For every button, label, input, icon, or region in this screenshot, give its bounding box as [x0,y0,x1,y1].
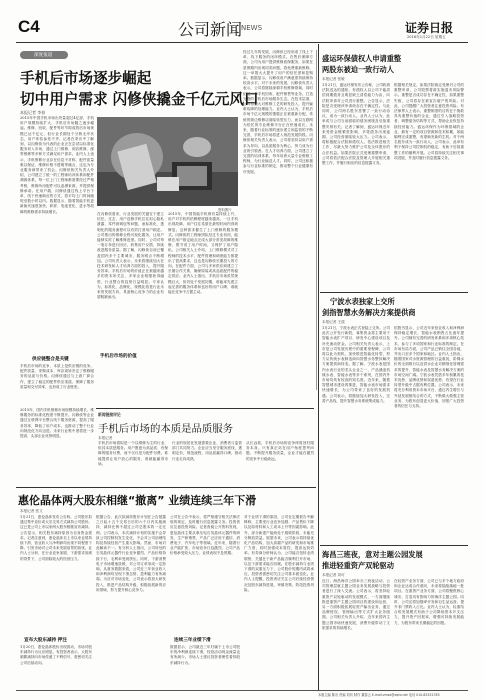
section-title-en: NEWS [241,24,263,32]
story2-subhead: 宣布大股东减持 押注 [24,638,67,643]
story2-byline: 本报记者 张文 [20,509,43,513]
right3-top-rule [320,545,468,546]
subhead-2: 手机后市场的价值 [100,354,137,359]
lead-body-col1b: 手机后市场的竞争，本质上是供应链的竞争。配件质量、采购成本、库存周转决定了维修服务的品质与价格。闪修侠通过与上游厂商合作，建立了稳定的配件供应渠道，保障了服务质量和交付效率，也形成了行业壁垒。 [20,364,94,389]
right2-col2: 招股书显示，公司近年来营业收入和净利润保持稳定增长，智能水表销售占比逐年提升。公司拥有完善的研发体系和多项核心技术，参与了多项国家和行业标准的制定。在市场布局方面，公司产品已销往全国各地，并出口至多个国家和地区。业内人士指出，随着国家对水资源管理的日益重视，阶梯水价的全面推行以及供水企业对精细化管理需求的提升，智能水表及智慧水务解决方案的市场空间广阔。宁波水表凭借多年积累的技术优势、品牌优势和渠道优势，有望在行业转型升级中占据有利位置。公司表示，未来将充分利用资本市场平台，通过内生增长与外延发展相结合的方式，不断做大做强主营业务，为股东创造更大价值，回报广大投资者的信任与支持。 [394,326,464,409]
lead-byline: 本报记者 李春 [20,110,46,115]
lead-body-col3: 2015年，中国智能手机保有量持续上升，用户对手机的依赖程度越来越高，一旦手机出现故障，用户往往希望在最短时间内得到修复。这种需求催生了上门维修的服务模式。闪修侠的工程师团队经过专业培训，能够在用户指定地点完成大部分常见故障的维修，既节省了用户时间，又保护了用户隐私。公司相关人士介绍，上门维修模式对工程师的技术水平、配件管理和调度能力都提出了很高要求，这也是闪修侠长期投入的方向。在配件方面，公司与多家供应商建立了长期合作关系，确保原装或高品质配件的稳定供应。业内人士指出，手机后市场虽然规模巨大，但仍处于发展初期，谁能率先建立起完善的服务体系和良好的用户口碑，谁就能在竞争中占据主动。 [168,212,238,295]
comment-tag: 新闻链接评论 [98,412,121,417]
date-line: 2016年1月22日 星期五 [407,35,446,39]
right3-title-1: 海昌三班夜，意对主题公园发展 [322,550,423,559]
right1-title-2: 两股东被迫一致行动人 [322,65,394,74]
story2-title: 惠伦晶体两大股东相继“撤离” 业绩连续三年下滑 [18,494,257,507]
footer-credits: 本版主编 陈岩 责编 刘钊 制作 董春云 E-mail:zmzx@zqrb.net 电话 010-83251785 [318,693,440,697]
right2-top-rule [320,292,468,293]
lead-tag-label: 深度报道 [34,53,53,58]
right1-title-1: 盛运环保债权人申请重整 [322,54,402,63]
story2-subhead2: 连续三年业绩下滑 [174,638,211,643]
right2-col1: 1月21日，宁波水表正式登陆上交所。公司此次公开发行新股，募集资金将主要用于智能水表扩产项目、研发中心建设项目及补充流动资金。公司相关负责人表示，上市是公司发展历程中的重要里程碑，公司将以此为契机，加快推进智能化转型，努力从传统水表制造商向智慧水务整体解决方案提供商转变。据了解，宁波水表是国内水表行业的龙头企业之一，产品涵盖机械水表、智能水表等多个系列，在国内外市场均具有较高的知名度。近年来，随着智慧城市建设的推进，智能水表市场需求快速增长，为公司带来了良好的发展机遇。公司表示，将继续加大研发投入，完善产品线，提升智慧水务系统集成能力。 [322,326,390,403]
lead-body-col2: 在闪修侠看来，行业发展的关键在于建立信任。过去，用户送修手机往往担心隐私泄露、零件被调包等问题，而标准化、透明化的服务流程可以有效打消用户顾虑。公司推出的维修全程可视化服务，让用户能够实时了解维修进度。同时，公司对每一笔订单进行回访，收集用户反馈，持续改进服务质量。据了解，闪修侠目前已覆盖国内多个主要城市，服务网点不断增加。公司负责人表示，未来将继续加大在技术研发和人才培养方面的投入，提升服务效率。手机后市场的价值正在被越来越多的资本所关注，多家企业相继获得融资，行业整合的趋势日益明显。专家认为，标准化、品牌化、规模化将是行业未来的发展方向，具备核心竞争力的企业有望脱颖而出。 [97,212,164,300]
subhead-1: 供应链整合是关键 [32,357,69,362]
story2-top-rule [16,487,316,488]
right3-col1: 近日，海昌海洋公园举办三班夜活动，公司管理层就主题公园业务发展战略与投资者进行了深入交流。公司表示，将坚持轻重资产双轮驱动的发展模式，一方面继续推进重资产主题公园项目的建设和运营，另一方面积极拓展轻资产输出业务，通过品牌授权、管理输出等方式扩大业务版图。公司相关负责人介绍，近年来国内主题公园市场快速发展，消费升级带动了文旅需求的持续增长。 [322,579,390,630]
lead-body-col1: 2015年中国手机市场出货量超过4亿部，手机用户规模持续扩大，手机后市场随之逐步崛起。维修、回收、配件等环节构成的后市场规模已达千亿元，但行业长期处于分散无序状态，用户体验参差不齐。记者在采访中了解到，以闪修侠为代表的企业正在尝试以标准化服务切入市场，通过上门维修、到店维修、邮寄维修等多种方式满足用户需求。业内人士表示，手机维修行业存在信息不对称、配件质量难以保证、维修价格不透明等痛点，这也为专业服务商带来了机会。闪修侠相关负责人介绍，公司建立了统一的工程师培训体系和配件溯源体系，每一位上门工程师都需要经过严格考核，维修所用配件可以追溯来源，并提供保修承诺。在用户端，闪修侠通过线上平台下单、线下快速响应的方式，将平均上门时间缩短至数小时以内。数据显示，随着智能手机更新换代速度加快，碎屏、电池老化、进水等故障的维修需求持续增长。 [20,116,94,214]
header-rule [16,42,468,43]
photo-illustration [97,117,238,206]
page-code: C4 [18,17,40,36]
lead-title-1: 手机后市场逐步崛起 [20,70,152,87]
lead-title-2: 切中用户需求 闪修侠撬金千亿元风口 [20,91,259,108]
section-title: 公司新闻 [178,20,243,39]
lead-photo [97,117,238,206]
comment-byline: 本报记者 [98,436,113,440]
story2-col3b: 数据显示，公司最近三年归属于上市公司股东的净利润连续下滑，经营活动现金流量也有所减少。市场人士建议投资者理性看待股东减持行为。 [170,645,240,665]
story2-col1: 1月21日，惠伦晶体发布公告称，公司股东拟通过集中竞价或大宗交易方式减持公司股份。这已是公司上市以来两大股东相继宣布减持。公告显示，相关股东减持原因为自身资金需求。记者注意到，惠伦晶体自上市以来业绩持续下滑，营业收入与净利润均出现不同程度下降，引发市场对公司未来发展前景的担忧。业内人士分析，在行业竞争加剧、下游需求放缓的背景下，公司面临较大的经营压力。 [20,515,92,561]
right1-col2: 根据相关规定，如果法院裁定受理对公司的重整申请，公司股票将被实施退市风险警示。重整是否成功存在不确定性，如果重整失败，公司将存在被宣告破产的风险。对此，公司提醒广大投资者注意投资风险。有法律界人士表示，重整制度的目的在于挽救具有重整价值的企业，通过引入战略投资者、调整债务结构等方式，帮助企业恢复持续经营能力。盛运环保作为环保领域的企业，拥有一定的项目资源和技术积累，如能顺利完成重整，有望焕发新的生机。对于两名股东成为一致行动人，公司表示，此举有利于保持公司控制权的稳定，有助于后续重整工作的顺利开展。公司将持续关注相关事项进展，并及时履行信息披露义务。 [394,83,464,160]
lead-body-col4: 经过几年的发展，闪修侠已经形成了线上下单、线下服务的闭环模式。在售后保障方面，公司为用户提供维修质保服务，如果在质保期内出现同类问题，将免费重新维修。这一举措大大提升了用户的信任度和复购率。数据显示，闪修侠用户满意度持续保持较高水平。对于未来的发展，闪修侠负责人表示，公司将继续深耕手机维修领域，同时拓展二手手机回收、配件销售等业务，打造完整的手机后市场服务生态。在技术层面，公司将加大对维修工艺的研发投入，提升疑难故障的处理能力。业内人士认为，手机后市场千亿元规模的蛋糕正在被重新分配，传统的街边维修店面临转型压力，而以互联网为依托的专业维修平台正在快速成长。未来，随着行业标准的逐步建立和监管的不断完善，手机后市场将进入规范发展阶段。闪修侠相关负责人表示，公司将坚持以用户需求为导向，以品质服务为核心，努力成为行业的引领者。在人才培养方面，公司建立了完善的培训体系，每年培养大量专业维修工程师，为行业输送人才。同时，公司还积极参与行业标准的制定，推动整个行业健康有序发展。 [243,50,313,174]
right2-title-1: 宁波水表独家上交所 [330,297,395,306]
right2-title-2: 剑指智慧水务解决方案提供商 [322,308,416,317]
right-column-divider [318,44,319,690]
story2-col4: 对于业绩下滑的原因，公司在定期报告中解释称，主要受行业竞争加剧、产品售价下降以及原材料和人工成本上升等因素影响。此外，部分新建产能尚处于爬坡阶段，未能充分释放效益。展望未来，公司表示将持续优化产品结构，加大高端产品的研发和市场推广力度，同时加强成本管控，提高运营效率。有券商分析师认为，公司能否扭转业绩颓势，关键在于新产品能否顺利打开市场，以及下游需求能否回暖。在股东减持与业绩下滑的双重压力下，公司股价短期内或将承压，投资者需密切关注公司基本面变化。业内人士提醒，投资者应关注公司后续经营情况及股东减持进展，审慎决策，防范投资风险。 [244,515,314,592]
comment-body-3: 从长远看，手机后市场的竞争终将回归服务本身。只有真正站在用户角度思考问题，不断提升服务质量，企业才能在激烈的竞争中行稳致远。 [246,441,314,461]
right3-title-2: 推进轻重资产双轮驱动 [322,561,394,570]
masthead-logo: 证券日报 [405,21,454,35]
right3-col2: 在轻资产业务方面，公司已与多个地方政府和企业达成合作意向，未来将陆续落地一批项目。在重资产业务方面，公司将聚焦核心城市，打造具有影响力的海洋主题公园。同时，公司还将加强IP开发和衍生品运营，提升非门票收入占比。业内人士认为，轻重结合的发展模式有助于公司降低资本开支压力，提升资产回报率，增强可持续发展能力，为股东带来长期稳定的回报。 [394,579,464,625]
comment-title: 手机后市场的本质是品质服务 [98,423,234,435]
lead-col-divider [316,50,317,390]
right2-byline: 本报记者 王僖 [322,320,345,324]
comment-body-2: 行业的规范化发展需要企业、消费者与监管部门共同努力。企业应当坚守服务底线，透明定价，规范流程，用品质赢得口碑，推动行业走向成熟。 [172,441,242,461]
right1-byline: 本报记者 张敏 [322,77,345,81]
right3-byline: 本报记者 刘可 [322,573,345,577]
story2-col3: 公司在公告中表示，将严格遵守相关法律法规的规定，及时履行信息披露义务。投资者应注意投资风险。记者查阅公开资料发现，惠伦晶体主要从事压电石英晶体元器件的研发、生产和销售，产品广泛应用于通信、消费电子、汽车电子等领域。近年来，随着行业产能扩张，市场竞争日趋激烈，公司产品价格承受较大压力，业绩表现不及预期。 [170,515,240,556]
story2-col1b: 1月20日，惠伦晶体股价出现波动，市场对股东减持行为反应明显。有投资者表示，大股东频繁减持向市场传递了不利信号，需密切关注公司后续动向。 [20,645,92,665]
comment-body-1: 手机后市场看似是一个以维修为主的行业，但其本质是服务。用户愿意为高品质、有保障的服务付费，而不仅仅是为配件付费。谁能提供让用户放心的服务，谁就能赢得市场。 [98,441,168,466]
comment-top-rule [96,408,314,409]
lead-body-col1c: 2015年，国内手机维修市场规模持续增长，维修服务的标准化程度不断提升。闪修侠等企业通过互联网平台整合线下服务资源，提高了服务效率，降低了用户成本，也推动了整个行业向规范化方向迈进。未来行业集中度将进一步提高，头部企业优势明显。 [20,408,94,439]
right1-col1: 1月21日，盛运环保发布公告称，公司收到法院送达的通知，有债权人以公司不能清偿到期债务且明显缺乏清偿能力为由，向法院申请对公司进行重整。公告显示，法院是否受理该申请尚存在不确定性。与此同时，公司两名股东签署了一致行动协议，成为一致行动人。业内人士认为，此举或与公司当前面临的债务困境及后续重整安排有关。记者了解到，盛运环保近年来受资金链紧张影响，多笔债务出现逾期，公司经营面临较大压力。公司表示，将积极配合法院和债权人，依法推进相关工作，尽最大努力维护公司及全体股东的合法权益。如果法院正式受理重整申请，公司将依法配合法院及管理人开展相关重整工作，并履行相应的信息披露义务。 [322,83,390,166]
story2-col2: 根据公告，此次拟减持股东计划在公告披露之日起十五个交易日后的六个月内实施减持，减持比例不超过公司总股本的一定比例。公司表示，本次减持计划的实施不会导致公司控制权发生变化，不会对公司治理结构及持续经营产生重大影响。然而，市场对此解读不一。有分析人士指出，公司所处的石英晶体元器件行业竞争激烈，产品价格持续下行，毛利率受到挤压。同时，下游消费电子市场增速放缓，对公司订单形成一定影响。从财务数据来看，公司近三年营业收入和净利润均呈现下滑态势，盈利能力有所减弱。为应对市场变化，公司表示将加大研发投入，推进产品结构升级，积极拓展新的应用领域，努力提升核心竞争力。 [96,515,166,592]
footer-rule [16,690,468,691]
photo-caption: 资料图片 [218,208,232,212]
